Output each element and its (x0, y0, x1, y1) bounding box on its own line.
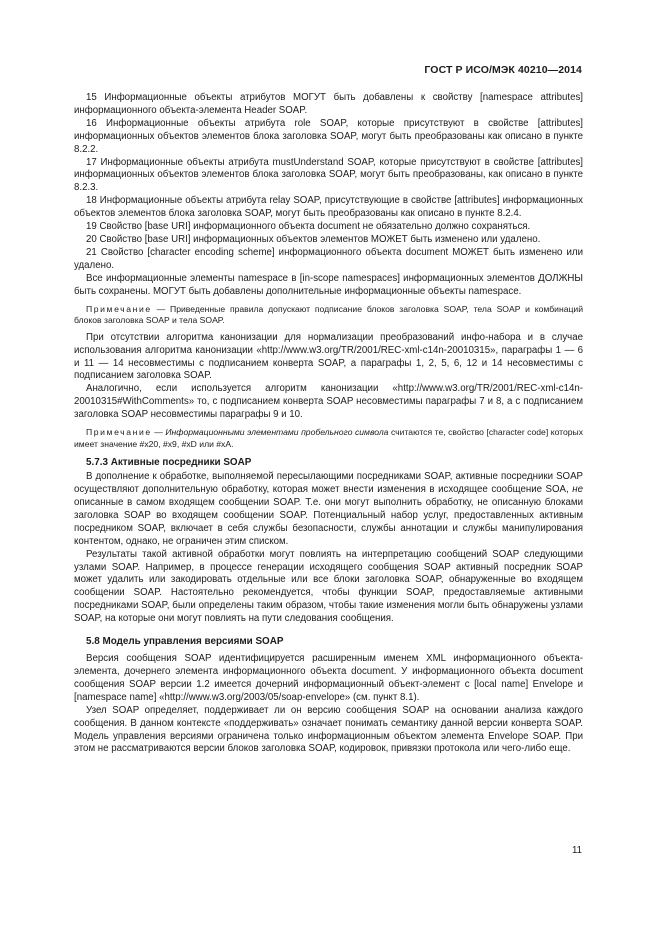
paragraph-16: 16 Информационные объекты атрибута role SOAP, которые присутствуют в свойстве [attributes] информационных объектов элементов блока заголовка SOAP, могут быть преобразованы как описано в пункте 8.2.2. (74, 117, 583, 155)
paragraph-20: 20 Свойство [base URI] информационных объектов элементов МОЖЕТ быть изменено или удалено. (86, 233, 541, 245)
heading-versioning-model: 5.8 Модель управления версиями SOAP (86, 636, 284, 648)
paragraph-active-1-rest: описанные в самом входящем сообщении SOAP. Т.е. они могут выполнить обработку, не описанную блоками заголовка SOAP во входящем сообщении SOAP. Потенциальный набор услуг, предоставленных активным посредником SOAP, включает в себя службы безопасности, службы аннотации и службы манипулирования контентом, однако, не ограничен этим списком. (74, 497, 583, 547)
note-2-dash: — (154, 427, 163, 438)
paragraph-19: 19 Свойство [base URI] информационного объекта document не обязательно должно сохраняться. (86, 221, 531, 233)
document-header: ГОСТ Р ИСО/МЭК 40210—2014 (424, 64, 582, 76)
note-2-italic: Информационными элементами пробельного символа (165, 427, 389, 438)
paragraph-active-2: Результаты такой активной обработки могут повлиять на интерпретацию сообщений SOAP следующими узлами SOAP. Например, в процессе генерации исходящего сообщения SOAP активный посредник SOAP может удалить или закодировать отдельные или все блоки заголовка SOAP, обнаруженные во входящем сообщении SOAP. Настоятельно рекомендуется, чтобы функции SOAP, предоставляемые активными посредниками SOAP, были определены таким образом, чтобы такие изменения могли быть обнаружены узлами SOAP, на которые они могут повлиять на пути следования сообщения. (74, 548, 583, 625)
paragraph-namespaces: Все информационные элементы namespace в [in-scope namespaces] информационных элементов ДОЛЖНЫ быть сохранены. МОГУТ быть добавлены дополнительные информационные объекты namespace. (74, 272, 583, 297)
paragraph-17: 17 Информационные объекты атрибута mustUnderstand SOAP, которые присутствуют в свойстве [attributes] информационных объектов элементов блока заголовка SOAP, могут быть преобразованы, как описано в пункте 8.2.3. (74, 156, 583, 194)
paragraph-active-1-emphasis: не (572, 484, 583, 496)
paragraph-canonicalization: При отсутствии алгоритма канонизации для нормализации преобразований инфо-набора и в случае использования алгоритма канонизации «http://www.w3.org/TR/2001/REC-xml-c14n-20010315», параграфы 1 — 6 и 11 — 14 несовместимы с подписанием конверта SOAP, а параграфы 1, 2, 5, 6, 12 и 14 несовместимы с подписанием заголовка SOAP. (74, 331, 583, 382)
paragraph-active-1-start: В дополнение к обработке, выполняемой пересылающими посредниками SOAP, активные посредники SOAP осуществляют дополнительную обработку, которая может внести изменения в исходящее сообщение SOA, (74, 471, 583, 496)
note-2 (74, 427, 583, 450)
heading-active-intermediaries: 5.7.3 Активные посредники SOAP (86, 457, 252, 469)
note-1 (74, 304, 583, 327)
paragraph-version-2: Узел SOAP определяет, поддерживает ли он версию сообщения SOAP на основании анализа каждого сообщения. В данном контексте «поддерживать» означает понимать семантику данной версии конверта SOAP. Модель управления версиями ограничена только информационным объектом элемента Envelope SOAP. При этом не рассматриваются версии блоков заголовка SOAP, кодировок, привязки протокола или чего-либо еще. (74, 704, 583, 755)
paragraph-active-1 (74, 471, 583, 548)
page-number: 11 (571, 845, 582, 856)
paragraph-18: 18 Информационные объекты атрибута relay SOAP, присутствующие в свойстве [attributes] информационных объектов элементов блока заголовка SOAP, могут быть преобразованы как описано в пункте 8.2.4. (74, 195, 583, 220)
note-2-text: считаются те, свойство [character code] которых имеет значение #x20, #x9, #xD или #xA. (74, 427, 584, 449)
page-body (74, 92, 583, 756)
note-label: Примечание (86, 427, 152, 438)
paragraph-canonicalization-comments: Аналогично, если используется алгоритм канонизации «http://www.w3.org/TR/2001/REC-xml-c14n-20010315#WithComments» то, с подписанием конверта SOAP несовместимы параграфы 7 и 8, а с подписанием заголовка SOAP несовместимы параграфы 9 и 10. (74, 383, 583, 421)
note-1-text: — Приведенные правила допускают подписание блоков заголовка SOAP, тела SOAP и комбинаций блоков заголовка SOAP и тела SOAP. (74, 303, 584, 326)
paragraph-version-1: Версия сообщения SOAP идентифицируется расширенным именем XML информационного объекта-элемента, дочернего элемента информационного объекта document. У информационного объекта document сообщения SOAP версии 1.2 имеется дочерний информационный объект-элемент с [local name] Envelope и [namespace name] «http://www.w3.org/2003/05/soap-envelope» (см. пункт 8.1). (74, 653, 583, 703)
note-label: Примечание (86, 303, 152, 314)
paragraph-15: 15 Информационные объекты атрибутов МОГУТ быть добавлены к свойству [namespace attributes] информационного объекта-элемента Header SOAP. (74, 92, 583, 116)
paragraph-21: 21 Свойство [character encoding scheme] информационного объекта document МОЖЕТ быть изменено или удалено. (74, 246, 583, 271)
